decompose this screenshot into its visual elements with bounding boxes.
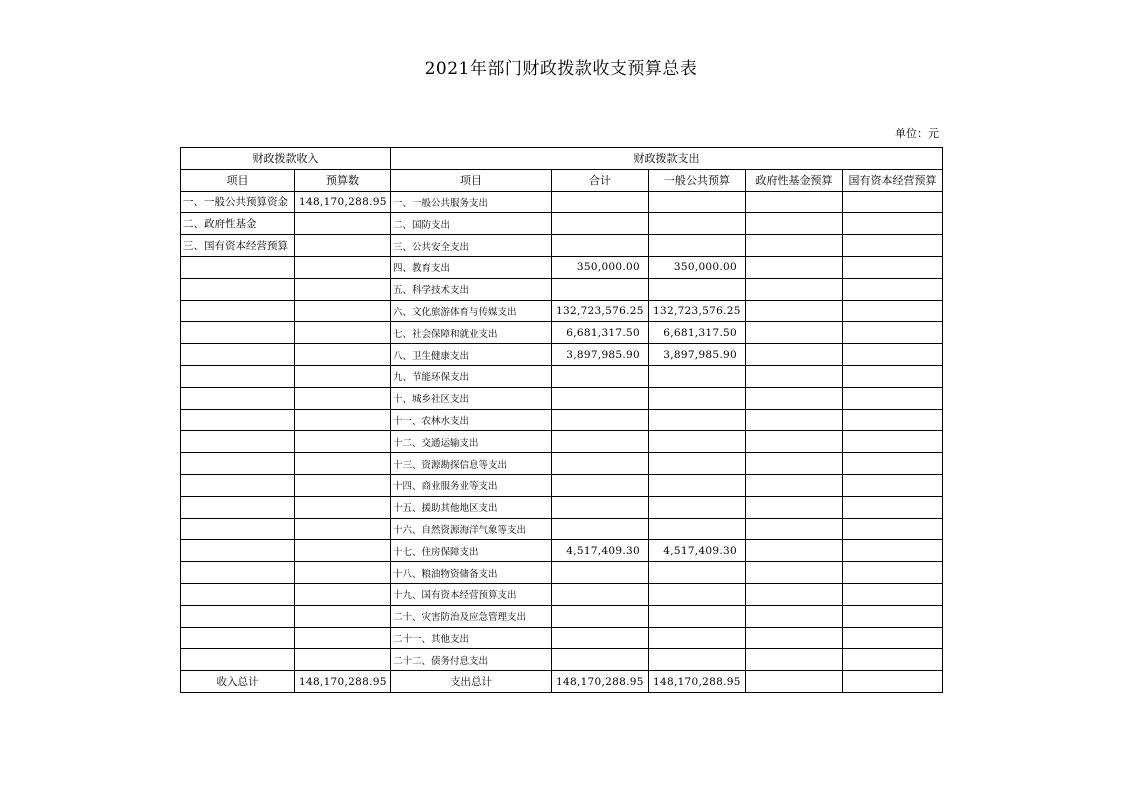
total-cell [552,409,649,431]
expense-item-cell: 十八、粮油物资储备支出 [391,562,552,584]
general-budget-cell [649,431,746,453]
table-row [181,256,943,278]
income-amount-cell [295,518,391,540]
general-budget-cell: 6,681,317.50 [649,322,746,344]
general-budget-cell [649,605,746,627]
income-amount-cell [295,431,391,453]
gov-fund-cell [746,518,843,540]
income-item-cell: 三、国有资本经营预算 [181,235,295,257]
state-capital-cell [843,540,943,562]
state-capital-header: 国有资本经营预算 [843,169,943,191]
income-amount-cell [295,344,391,366]
gov-fund-cell [746,344,843,366]
page-title: 2021年部门财政拨款收支预算总表 [424,59,698,79]
state-capital-cell [843,562,943,584]
state-capital-total-amount [843,671,943,693]
expense-item-cell: 二十二、债务付息支出 [391,649,552,671]
expense-item-cell: 十四、商业服务业等支出 [391,474,552,496]
expense-item-header: 项目 [391,169,552,191]
expense-item-cell: 十九、国有资本经营预算支出 [391,583,552,605]
total-cell [552,562,649,584]
state-capital-cell [843,191,943,213]
table-row [181,583,943,605]
income-item-cell [181,605,295,627]
total-cell [552,649,649,671]
general-budget-cell [649,191,746,213]
income-item-header: 项目 [181,169,295,191]
header-group-row [181,148,943,170]
income-amount-cell: 148,170,288.95 [295,191,391,213]
state-capital-cell [843,278,943,300]
income-item-cell [181,387,295,409]
total-cell [552,474,649,496]
income-item-cell [181,344,295,366]
gov-fund-cell [746,365,843,387]
income-amount-cell [295,278,391,300]
total-cell [552,191,649,213]
state-capital-cell [843,365,943,387]
total-cell [552,453,649,475]
expense-total-amount: 148,170,288.95 [552,671,649,693]
income-item-cell [181,365,295,387]
income-total-amount: 148,170,288.95 [295,671,391,693]
total-header: 合计 [552,169,649,191]
total-cell [552,583,649,605]
state-capital-cell [843,496,943,518]
state-capital-cell [843,344,943,366]
total-cell [552,213,649,235]
state-capital-cell [843,431,943,453]
income-amount-cell [295,627,391,649]
budget-table [180,147,943,693]
table-row [181,300,943,322]
state-capital-cell [843,453,943,475]
income-amount-cell [295,540,391,562]
general-budget-cell [649,409,746,431]
header-column-row [181,169,943,191]
expense-item-cell: 三、公共安全支出 [391,235,552,257]
total-cell [552,235,649,257]
total-cell [552,387,649,409]
expense-item-cell: 四、教育支出 [391,256,552,278]
income-item-cell [181,278,295,300]
state-capital-cell [843,256,943,278]
gov-fund-cell [746,496,843,518]
income-item-cell [181,627,295,649]
expense-item-cell: 五、科学技术支出 [391,278,552,300]
gov-fund-cell [746,431,843,453]
expense-item-cell: 六、文化旅游体育与传媒支出 [391,300,552,322]
income-amount-cell [295,322,391,344]
total-cell: 132,723,576.25 [552,300,649,322]
expense-item-cell: 二十一、其他支出 [391,627,552,649]
state-capital-cell [843,649,943,671]
gov-fund-header: 政府性基金预算 [746,169,843,191]
table-row [181,213,943,235]
total-cell [552,627,649,649]
income-item-cell [181,256,295,278]
general-budget-cell [649,387,746,409]
income-amount-cell [295,256,391,278]
table-row [181,540,943,562]
income-amount-cell [295,605,391,627]
income-amount-cell [295,562,391,584]
general-budget-cell [649,453,746,475]
expense-item-cell: 十二、交通运输支出 [391,431,552,453]
expense-item-cell: 十一、农林水支出 [391,409,552,431]
expense-item-cell: 十、城乡社区支出 [391,387,552,409]
state-capital-cell [843,583,943,605]
state-capital-cell [843,627,943,649]
table-row [181,605,943,627]
expense-item-cell: 七、社会保障和就业支出 [391,322,552,344]
table-row [181,518,943,540]
gov-fund-total-amount [746,671,843,693]
table-row [181,365,943,387]
income-amount-cell [295,583,391,605]
income-amount-cell [295,300,391,322]
expense-item-cell: 一、一般公共服务支出 [391,191,552,213]
expense-item-cell: 十六、自然资源海洋气象等支出 [391,518,552,540]
expense-item-cell: 十七、住房保障支出 [391,540,552,562]
table-row [181,649,943,671]
total-cell [552,496,649,518]
income-item-cell [181,431,295,453]
general-budget-cell [649,496,746,518]
totals-row [181,671,943,693]
table-row [181,278,943,300]
expense-item-cell: 十五、援助其他地区支出 [391,496,552,518]
gov-fund-cell [746,213,843,235]
state-capital-cell [843,605,943,627]
general-budget-cell: 350,000.00 [649,256,746,278]
expense-item-cell: 二、国防支出 [391,213,552,235]
gov-fund-cell [746,300,843,322]
income-amount-cell [295,409,391,431]
gov-fund-cell [746,387,843,409]
income-item-cell [181,518,295,540]
income-item-cell: 二、政府性基金 [181,213,295,235]
gov-fund-cell [746,562,843,584]
gov-fund-cell [746,191,843,213]
income-item-cell [181,540,295,562]
income-item-cell [181,409,295,431]
gov-fund-cell [746,256,843,278]
gov-fund-cell [746,409,843,431]
income-amount-cell [295,213,391,235]
general-budget-cell: 4,517,409.30 [649,540,746,562]
total-cell [552,365,649,387]
table-row [181,322,943,344]
income-group-header: 财政拨款收入 [181,148,391,170]
gov-fund-cell [746,235,843,257]
state-capital-cell [843,213,943,235]
gov-fund-cell [746,474,843,496]
income-item-cell [181,496,295,518]
general-budget-cell [649,474,746,496]
general-budget-cell [649,627,746,649]
total-cell [552,605,649,627]
table-row [181,431,943,453]
state-capital-cell [843,322,943,344]
table-row [181,409,943,431]
state-capital-cell [843,387,943,409]
expense-group-header: 财政拨款支出 [391,148,943,170]
income-amount-cell [295,474,391,496]
state-capital-cell [843,409,943,431]
state-capital-cell [843,235,943,257]
table-row [181,474,943,496]
income-item-cell [181,322,295,344]
income-amount-cell [295,387,391,409]
income-item-cell [181,562,295,584]
table-row [181,496,943,518]
total-cell: 4,517,409.30 [552,540,649,562]
income-amount-cell [295,453,391,475]
expense-total-label: 支出总计 [391,671,552,693]
budget-amount-header: 预算数 [295,169,391,191]
income-item-cell [181,583,295,605]
general-budget-cell [649,235,746,257]
general-budget-cell [649,583,746,605]
income-amount-cell [295,365,391,387]
general-budget-cell: 3,897,985.90 [649,344,746,366]
table-row [181,627,943,649]
general-budget-cell: 132,723,576.25 [649,300,746,322]
state-capital-cell [843,518,943,540]
general-budget-cell [649,649,746,671]
table-row [181,344,943,366]
state-capital-cell [843,300,943,322]
expense-item-cell: 九、节能环保支出 [391,365,552,387]
total-cell [552,518,649,540]
gov-fund-cell [746,278,843,300]
income-item-cell [181,453,295,475]
general-total-amount: 148,170,288.95 [649,671,746,693]
unit-label: 单位：元 [895,127,939,140]
general-budget-cell [649,562,746,584]
total-cell: 350,000.00 [552,256,649,278]
general-budget-header: 一般公共预算 [649,169,746,191]
table-row [181,453,943,475]
expense-item-cell: 二十、灾害防治及应急管理支出 [391,605,552,627]
total-cell [552,278,649,300]
income-item-cell [181,649,295,671]
gov-fund-cell [746,649,843,671]
income-total-label: 收入总计 [181,671,295,693]
income-amount-cell [295,649,391,671]
gov-fund-cell [746,605,843,627]
gov-fund-cell [746,453,843,475]
gov-fund-cell [746,322,843,344]
total-cell: 6,681,317.50 [552,322,649,344]
income-amount-cell [295,496,391,518]
gov-fund-cell [746,583,843,605]
income-item-cell [181,300,295,322]
general-budget-cell [649,213,746,235]
expense-item-cell: 十三、资源勘探信息等支出 [391,453,552,475]
total-cell: 3,897,985.90 [552,344,649,366]
income-item-cell [181,474,295,496]
table-row [181,191,943,213]
income-amount-cell [295,235,391,257]
general-budget-cell [649,518,746,540]
expense-item-cell: 八、卫生健康支出 [391,344,552,366]
table-row [181,235,943,257]
general-budget-cell [649,278,746,300]
gov-fund-cell [746,627,843,649]
gov-fund-cell [746,540,843,562]
table-row [181,387,943,409]
income-item-cell: 一、一般公共预算资金 [181,191,295,213]
general-budget-cell [649,365,746,387]
state-capital-cell [843,474,943,496]
total-cell [552,431,649,453]
table-row [181,562,943,584]
